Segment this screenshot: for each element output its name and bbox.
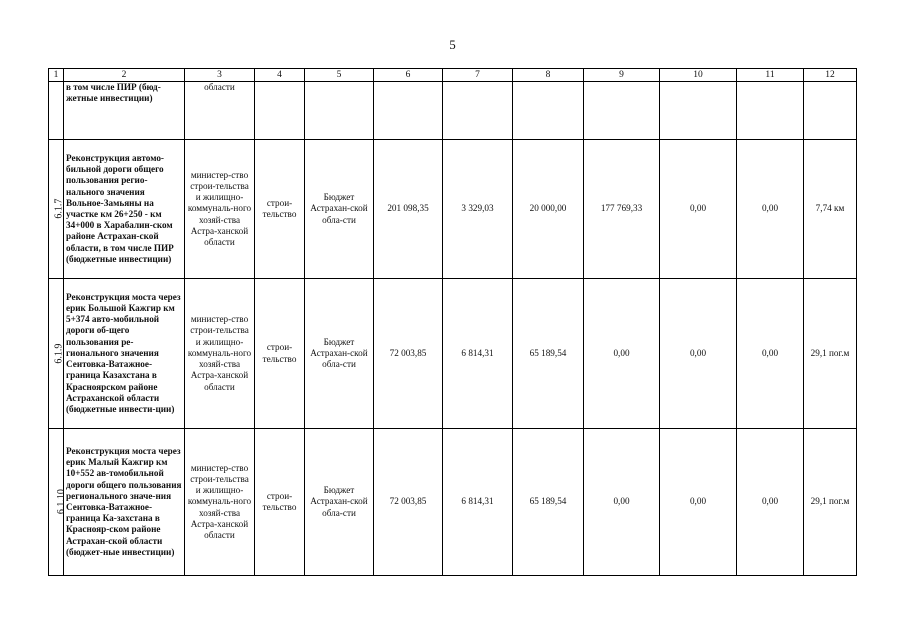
value-cell: 0,00 xyxy=(660,429,737,576)
column-number-row xyxy=(49,69,857,82)
column-number: 12 xyxy=(804,69,857,82)
work-type-cell: строи-тельство xyxy=(255,140,305,279)
funding-source-cell: Бюджет Астрахан-ской обла-сти xyxy=(305,429,374,576)
page-number: 5 xyxy=(449,37,456,52)
value-cell: 0,00 xyxy=(584,279,660,429)
table-row xyxy=(49,82,857,140)
table-row xyxy=(49,279,857,429)
work-type-cell: строи-тельство xyxy=(255,279,305,429)
object-description: Реконструкция автомо-бильной дороги общего пользования регио-нального значения Вольное-Замьяны на участке км 26+250 - км 34+000 в Харабалин-ском районе Астрахан-ской области, в том числе ПИР (бюджетные инвестиции) xyxy=(64,140,185,279)
capacity-cell: 29,1 пог.м xyxy=(804,279,857,429)
object-description: Реконструкция моста через ерик Большой Кажгир км 5+374 авто-мобильной дороги об-щего пользования ре-гионального значения Сеитовка-Ватажное-граница Казахстана в Красноярском районе Астраханской области (бюджетные инвести-ции) xyxy=(64,279,185,429)
column-number: 11 xyxy=(737,69,804,82)
value-cell: 72 003,85 xyxy=(374,279,443,429)
column-number: 4 xyxy=(255,69,305,82)
object-description: в том числе ПИР (бюд-жетные инвестиции) xyxy=(64,82,185,140)
capacity-cell xyxy=(804,82,857,140)
value-cell xyxy=(584,82,660,140)
table-row xyxy=(49,429,857,576)
value-cell: 0,00 xyxy=(660,279,737,429)
customer-cell: министер-ство строи-тельства и жилищно-коммуналь-ного хозяй-ства Астра-ханской области xyxy=(185,429,255,576)
value-cell: 201 098,35 xyxy=(374,140,443,279)
value-cell xyxy=(374,82,443,140)
capacity-cell: 29,1 пог.м xyxy=(804,429,857,576)
table-row xyxy=(49,140,857,279)
row-code: 6.1.10 xyxy=(49,429,64,576)
column-number: 2 xyxy=(64,69,185,82)
column-number: 6 xyxy=(374,69,443,82)
column-number: 3 xyxy=(185,69,255,82)
value-cell: 0,00 xyxy=(737,279,804,429)
funding-source-cell: Бюджет Астрахан-ской обла-сти xyxy=(305,279,374,429)
column-number: 9 xyxy=(584,69,660,82)
value-cell: 6 814,31 xyxy=(443,429,513,576)
value-cell: 0,00 xyxy=(737,429,804,576)
value-cell: 0,00 xyxy=(737,140,804,279)
work-type-cell: строи-тельство xyxy=(255,429,305,576)
column-number: 7 xyxy=(443,69,513,82)
funding-source-cell xyxy=(305,82,374,140)
row-code: 6.1.9 xyxy=(49,279,64,429)
funding-source-cell: Бюджет Астрахан-ской обла-сти xyxy=(305,140,374,279)
column-number: 5 xyxy=(305,69,374,82)
value-cell: 0,00 xyxy=(584,429,660,576)
work-type-cell xyxy=(255,82,305,140)
value-cell xyxy=(513,82,584,140)
customer-cell: области xyxy=(185,82,255,140)
value-cell: 20 000,00 xyxy=(513,140,584,279)
investment-table xyxy=(48,68,857,576)
column-number: 10 xyxy=(660,69,737,82)
customer-cell: министер-ство строи-тельства и жилищно-коммуналь-ного хозяй-ства Астра-ханской области xyxy=(185,279,255,429)
value-cell: 3 329,03 xyxy=(443,140,513,279)
column-number: 8 xyxy=(513,69,584,82)
value-cell xyxy=(737,82,804,140)
value-cell: 65 189,54 xyxy=(513,429,584,576)
capacity-cell: 7,74 км xyxy=(804,140,857,279)
value-cell xyxy=(443,82,513,140)
value-cell: 177 769,33 xyxy=(584,140,660,279)
customer-cell: министер-ство строи-тельства и жилищно-коммуналь-ного хозяй-ства Астра-ханской области xyxy=(185,140,255,279)
value-cell: 65 189,54 xyxy=(513,279,584,429)
value-cell: 72 003,85 xyxy=(374,429,443,576)
row-code xyxy=(49,82,64,140)
row-code: 6.1.7 xyxy=(49,140,64,279)
column-number: 1 xyxy=(49,69,64,82)
value-cell: 6 814,31 xyxy=(443,279,513,429)
value-cell: 0,00 xyxy=(660,140,737,279)
value-cell xyxy=(660,82,737,140)
object-description: Реконструкция моста через ерик Малый Кажгир км 10+552 ав-томобильной дороги общего пользования регионального значе-ния Сеитовка-Ватажное-граница Ка-захстана в Краснояр-ском районе Астрахан-ской области (бюджет-ные инвестиции) xyxy=(64,429,185,576)
